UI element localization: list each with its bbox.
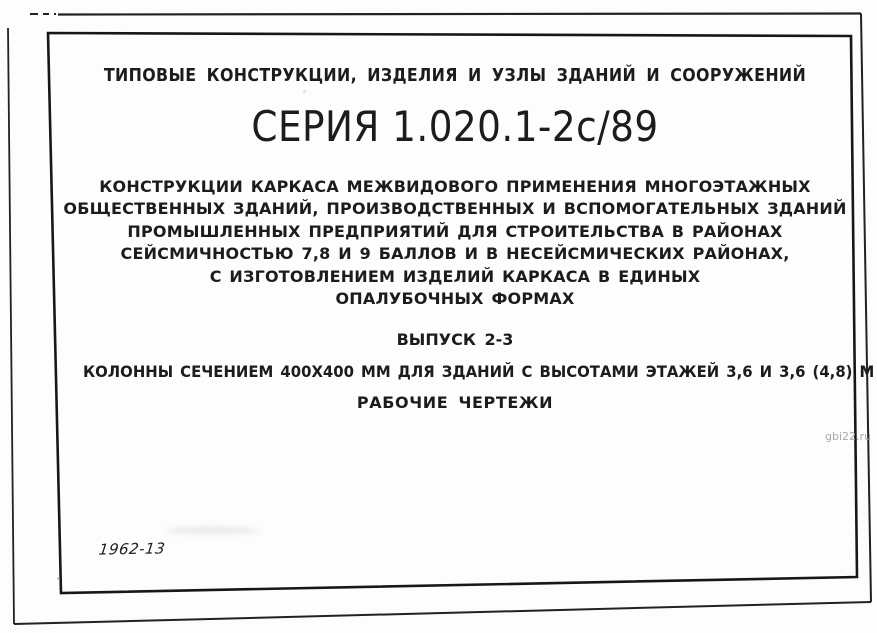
document-type: РАБОЧИЕ ЧЕРТЕЖИ bbox=[356, 393, 554, 412]
scan-speck bbox=[57, 577, 60, 580]
description-line: С ИЗГОТОВЛЕНИЕМ ИЗДЕЛИЙ КАРКАСА В ЕДИНЫХ bbox=[209, 266, 701, 286]
description-block bbox=[55, 176, 855, 310]
issue-label: ВЫПУСК 2-3 bbox=[396, 330, 514, 349]
series-title: СЕРИЯ 1.020.1-2с/89 bbox=[251, 102, 659, 151]
description-line: ОПАЛУБОЧНЫХ ФОРМАХ bbox=[335, 289, 575, 309]
issue-subject: КОЛОННЫ СЕЧЕНИЕМ 400Х400 ММ ДЛЯ ЗДАНИЙ С ВЫСОТАМИ ЭТАЖЕЙ 3,6 И 3,6 (4,8) М bbox=[83, 362, 875, 381]
description-line: ОБЩЕСТВЕННЫХ ЗДАНИЙ, ПРОИЗВОДСТВЕННЫХ И ВСПОМОГАТЕЛЬНЫХ ЗДАНИЙ bbox=[63, 199, 847, 219]
watermark: gbi22.ru bbox=[825, 430, 872, 443]
inventory-number: 1962-13 bbox=[97, 539, 167, 559]
scan-speck bbox=[303, 90, 306, 93]
outer-border-left bbox=[8, 28, 14, 624]
document-header: ТИПОВЫЕ КОНСТРУКЦИИ, ИЗДЕЛИЯ И УЗЛЫ ЗДАНИЙ И СООРУЖЕНИЙ bbox=[103, 65, 807, 86]
description-line: СЕЙСМИЧНОСТЬЮ 7,8 И 9 БАЛЛОВ И В НЕСЕЙСМИЧЕСКИХ РАЙОНАХ, bbox=[120, 244, 790, 264]
outer-border-bottom bbox=[14, 602, 871, 624]
outer-border-top bbox=[58, 14, 861, 15]
outer-border-right bbox=[861, 14, 871, 603]
description-line: ПРОМЫШЛЕННЫХ ПРЕДПРИЯТИЙ ДЛЯ СТРОИТЕЛЬСТВА В РАЙОНАХ bbox=[127, 221, 783, 241]
scan-smudge bbox=[165, 527, 260, 534]
description-line: КОНСТРУКЦИИ КАРКАСА МЕЖВИДОВОГО ПРИМЕНЕНИЯ МНОГОЭТАЖНЫХ bbox=[99, 177, 811, 196]
